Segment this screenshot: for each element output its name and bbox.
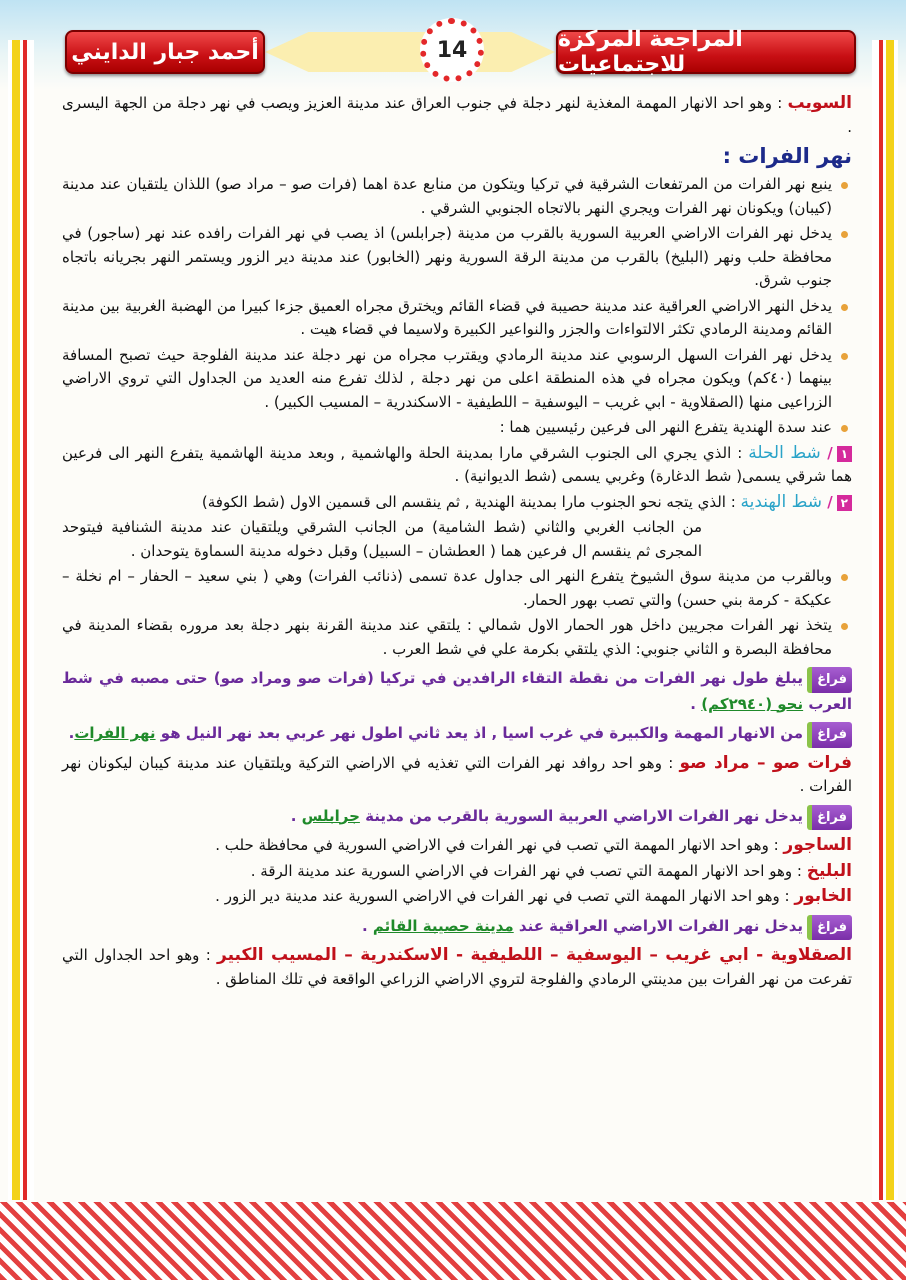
branch-number: ٢ (837, 495, 852, 511)
text-segment: / (821, 492, 833, 511)
fill-in-blank-item (62, 667, 852, 716)
text-segment: : الذي يجري الى الجنوب الشرقي مارا بمدينة الحلة والهاشمية , وبعد مدينة الهاشمية يتفرع النهر الى فرعين هما شرقي يسمى( شط الدغارة) وغربي يسمى (شط الديوانية) . (62, 443, 852, 485)
term-label: الخابور (794, 886, 852, 906)
bottom-border-stripes (0, 1202, 906, 1280)
text-segment: ينبع نهر الفرات من المرتفعات الشرقية في تركيا ويتكون من منابع عدة اهما (فرات صو – مراد صو) اللذان يلتقيان عند مدينة (كيبان) ويكونان نهر الفرات ويجري النهر بالاتجاه الجنوبي الشرقي . (62, 175, 832, 217)
text-segment: يتخذ نهر الفرات مجريين داخل هور الحمار الاول شمالي : يلتقي عند مدينة القرنة بنهر دجلة بعد مروره بقضاء المدينة في محافظة البصرة و الثاني جنوبي: الذي يلتقي بكرمة علي في شط العرب . (62, 616, 832, 658)
bullet-item (62, 222, 852, 293)
branch-number: ١ (837, 446, 852, 462)
answer-text: نحو (٢٩٤٠كم) (701, 694, 804, 713)
fill-in-blank-item (62, 722, 852, 748)
text-segment: . (68, 724, 75, 742)
text-segment: : وهو احد الانهار المهمة التي تصب في نهر الفرات في الاراضي السورية في محافظة حلب . (215, 836, 784, 854)
bullet-item (62, 295, 852, 342)
page-number-badge: 14 (420, 18, 484, 82)
branch-name: شط الهندية (740, 491, 822, 512)
definition-paragraph (62, 752, 852, 799)
bullet-item (62, 173, 852, 220)
fill-in-blank-item (62, 805, 852, 831)
numbered-branch (62, 491, 852, 515)
definition-paragraph (62, 944, 852, 991)
branch-name: شط الحلة (748, 442, 821, 463)
definition-paragraph (62, 834, 852, 858)
bullet-item (62, 614, 852, 661)
text-segment: : الذي يتجه نحو الجنوب مارا بمدينة الهندية , ثم ينقسم الى قسمين الاول (شط الكوفة) (201, 492, 741, 511)
term-label: الصقلاوية - ابي غريب – اليوسفية – اللطيفية - الاسكندرية – المسيب الكبير (217, 945, 852, 965)
bullet-item (62, 565, 852, 612)
blank-badge: فراغ (807, 667, 852, 693)
text-segment: يدخل نهر الفرات السهل الرسوبي عند مدينة الرمادي ويقترب مجراه من نهر دجلة عند مدينة الفلوجة حيث تصبح المسافة بينهما (٤٠كم) ويكون مجراه في هذه المنطقة اعلى من نهر دجلة , لذلك تفرع منه العديد من الجداول التي تروي الاراضي الزراعيى منها (الصقلاوية - ابي غريب – اليوسفية – اللطيفية - الاسكندرية – المسيب الكبير) . (62, 345, 832, 411)
text-segment: يدخل نهر الفرات الاراضي العربية السورية بالقرب من مدينة (جرابلس) اذ يصب في نهر الفرات رافده عند نهر (ساجور) في محافظة حلب ونهر (البليخ) بالقرب من مدينة الرقة السورية ونهر (الخابور) عند مدينة دير الزور ويستمر النهر بجريانه باتجاه جنوب شرق. (62, 224, 832, 289)
definition-paragraph (62, 860, 852, 884)
left-border-stripes (8, 40, 34, 1200)
bullet-item (62, 416, 852, 440)
answer-text: مدينة حصيبة القائم (372, 916, 514, 935)
subject-title-banner: المراجعة المركزة للاجتماعيات (556, 30, 856, 74)
answer-text: نهر الفرات (74, 724, 156, 742)
numbered-branch (62, 442, 852, 489)
text-segment: يدخل النهر الاراضي العراقية عند مدينة حصيبة في قضاء القائم ويخترق مجراه العميق جزءا كبيرا من الهضبة الغربية بين مدينة القائم ومدينة الرمادي تكثر الالتواءات والجزر والنواعير الكبيرة ولاسيما في قضاء هيت . (62, 296, 832, 338)
text-segment: من الجانب الغربي والثاني (شط الشامية) من الجانب الشرقي ويلتقيان عند مدينة الشنافية فيتوحد المجرى ثم ينقسم ال فرعين هما ( العطشان – السبيل) وقبل دخوله مدينة السماوة يتوحدان . (62, 518, 702, 560)
text-segment: . (290, 806, 302, 825)
text-segment: من الانهار المهمة والكبيرة في غرب اسيا , اذ يعد ثاني اطول نهر عربي بعد نهر النيل هو (155, 724, 804, 742)
text-segment: نهر الفرات : (722, 144, 852, 168)
answer-text: جرابلس (301, 806, 360, 825)
fill-in-blank-item (62, 915, 852, 941)
blank-badge: فراغ (807, 805, 852, 831)
page-content (62, 92, 852, 993)
blank-badge: فراغ (807, 722, 852, 748)
text-segment: : وهو احد الانهار المهمة التي تصب في نهر الفرات في الاراضي السورية عند مدينة دير الزور . (215, 887, 795, 905)
header-connector (265, 32, 555, 72)
text-segment: : وهو احد روافد نهر الفرات التي تغذيه في الاراضي التركية ويلتقيان عند مدينة كيبان ليكونان نهر الفرات . (62, 753, 852, 795)
term-label: فرات صو – مراد صو (679, 752, 852, 773)
text-segment: . (362, 916, 373, 935)
definition-paragraph (62, 885, 852, 909)
term-label: السويب (787, 93, 852, 113)
continuation-paragraph (62, 516, 852, 563)
definition-paragraph (62, 92, 852, 139)
author-banner: أحمد جبار الدايني (65, 30, 265, 74)
text-segment: يبلغ طول نهر الفرات من نقطة التقاء الرافدين في تركيا (فرات صو ومراد صو) حتى مصبه في شط العرب (62, 669, 852, 713)
text-segment: : وهو احد الجداول التي تفرعت من نهر الفرات بين مدينتي الرمادي والفلوجة لتروي الاراضي الزراعي الواقعة في تلك المناطق . (62, 946, 852, 988)
term-label: الساجور (783, 835, 852, 855)
text-segment: عند سدة الهندية يتفرع النهر الى فرعين رئيسيين هما : (499, 418, 832, 436)
section-heading (62, 141, 852, 171)
right-border-stripes (872, 40, 898, 1200)
bullet-item (62, 344, 852, 415)
text-segment: : وهو احد الانهار المهمة التي تصب في نهر الفرات في الاراضي السورية عند مدينة الرقة . (250, 861, 807, 880)
text-segment: يدخل نهر الفرات الاراضي العراقية عند (513, 916, 804, 935)
text-segment: : وهو احد الانهار المهمة المغذية لنهر دجلة في جنوب العراق عند مدينة العزيز ويصب في نهر دجلة من الجهة اليسرى . (62, 94, 852, 136)
text-segment: وبالقرب من مدينة سوق الشيوخ يتفرع النهر الى جداول عدة تسمى (ذنائب الفرات) وهي ( بني سعيد – الحفار – ام نخلة – عكيكة - كرمة بني حسن) والتي تصب بهور الحمار. (62, 567, 832, 609)
term-label: البليخ (806, 860, 852, 881)
blank-badge: فراغ (807, 915, 852, 941)
text-segment: / (820, 443, 833, 462)
text-segment: . (690, 694, 702, 713)
text-segment: يدخل نهر الفرات الاراضي العربية السورية بالقرب من مدينة (359, 806, 804, 825)
